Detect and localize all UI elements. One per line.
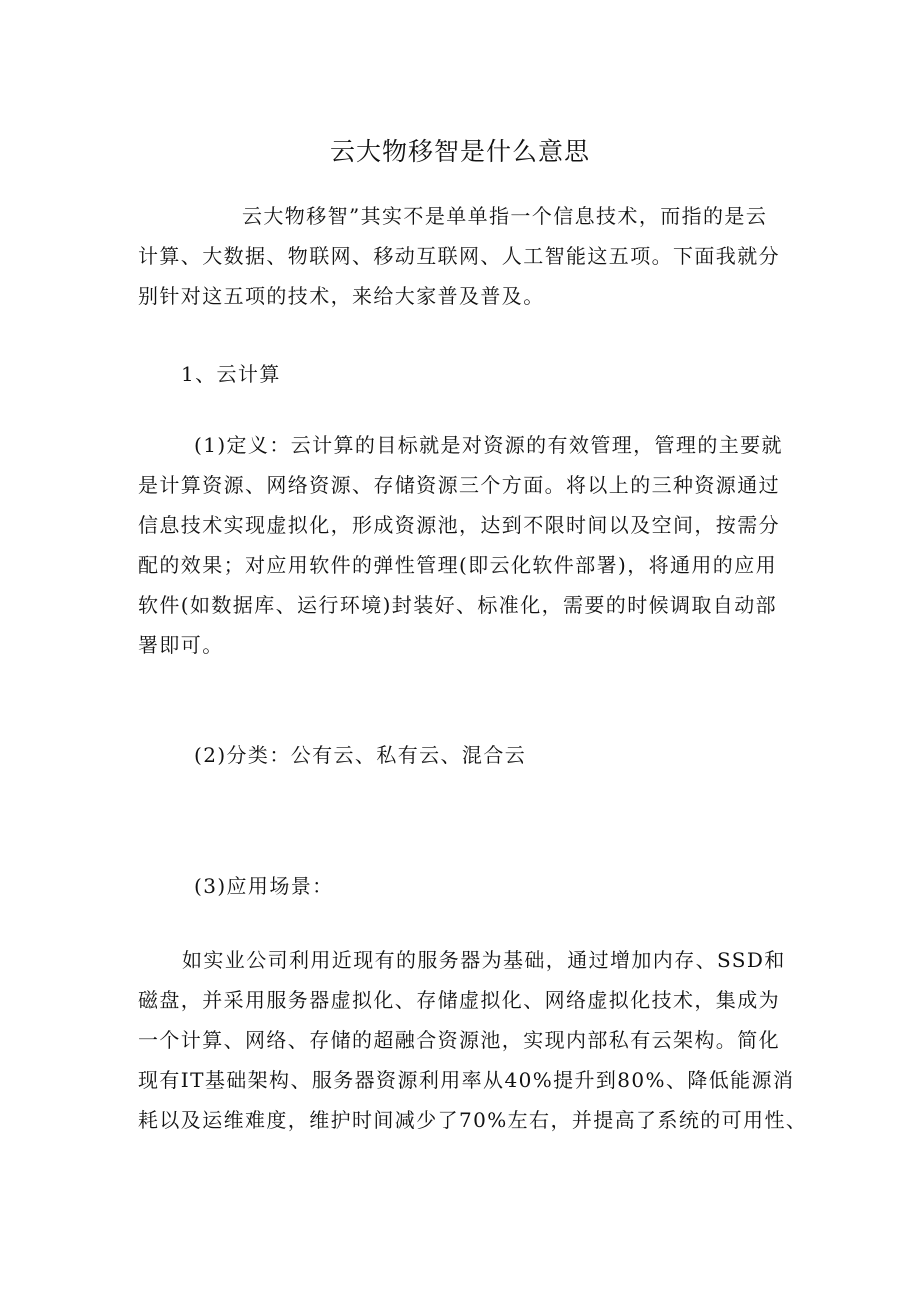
scenario-line: 磁盘，并采用服务器虚拟化、存储虚拟化、网络虚拟化技术，集成为 (138, 988, 780, 1012)
classification-line: (2)分类：公有云、私有云、混合云 (194, 743, 527, 767)
intro-line: 别针对这五项的技术，来给大家普及普及。 (138, 284, 545, 308)
document-title: 云大物移智是什么意思 (329, 137, 590, 166)
definition-line: 是计算资源、网络资源、存储资源三个方面。将以上的三种资源通过 (138, 473, 780, 497)
scenario-heading: (3)应用场景： (194, 874, 334, 898)
definition-line: 软件(如数据库、运行环境)封装好、标准化，需要的时候调取自动部 (138, 593, 778, 617)
scenario-paragraph (138, 940, 808, 1140)
definition-line: (1)定义：云计算的目标就是对资源的有效管理，管理的主要就 (194, 433, 783, 457)
scenario-line: 耗以及运维难度，维护时间减少了70%左右，并提高了系统的可用性、 (138, 1108, 808, 1132)
scenario-line: 一个计算、网络、存储的超融合资源池，实现内部私有云架构。简化 (138, 1028, 780, 1052)
definition-paragraph (138, 425, 786, 665)
scenario-line: 如实业公司利用近现有的服务器为基础，通过增加内存、SSD和 (182, 948, 786, 972)
scenario-line: 现有IT基础架构、服务器资源利用率从40%提升到80%、降低能源消 (138, 1068, 795, 1092)
definition-line: 信息技术实现虚拟化，形成资源池，达到不限时间以及空间，按需分 (138, 513, 780, 537)
intro-paragraph (138, 196, 786, 316)
section-heading-cloud-computing: 1、云计算 (181, 362, 281, 386)
definition-line: 署即可。 (138, 633, 224, 657)
intro-line: 计算、大数据、物联网、移动互联网、人工智能这五项。下面我就分 (138, 244, 780, 268)
definition-line: 配的效果；对应用软件的弹性管理(即云化软件部署)，将通用的应用 (138, 553, 778, 577)
intro-line: 云大物移智”其实不是单单指一个信息技术，而指的是云 (242, 204, 768, 228)
